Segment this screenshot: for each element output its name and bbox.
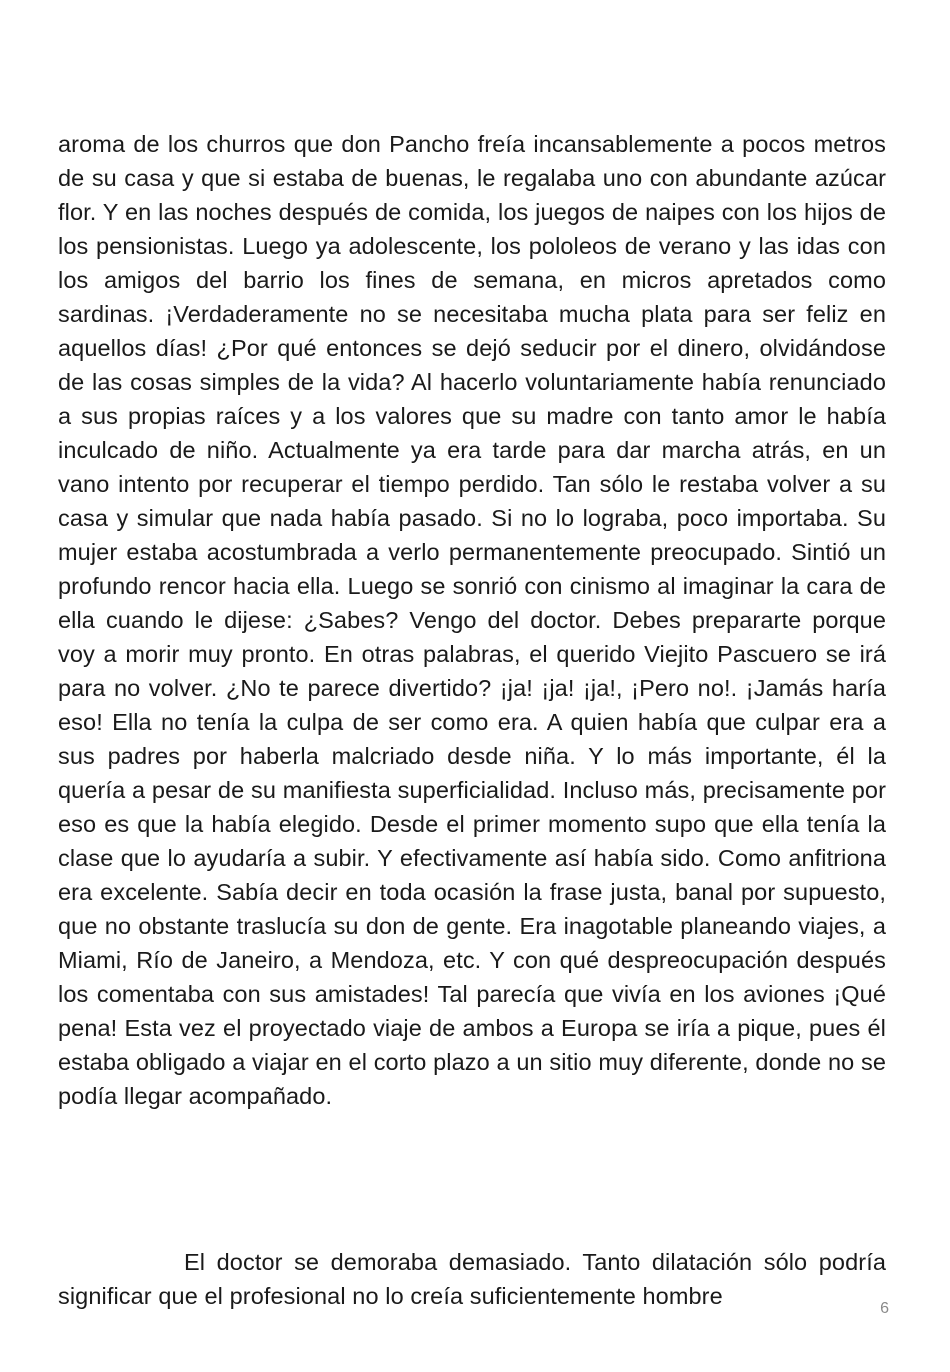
paragraph-2: El doctor se demoraba demasiado. Tanto dilatación sólo podría significar que el profesional no lo creía suficientemente hombre xyxy=(58,1249,886,1309)
page-number: 6 xyxy=(880,1300,889,1317)
paragraph-1: aroma de los churros que don Pancho freía incansablemente a pocos metros de su casa y que si estaba de buenas, le regalaba uno con abundante azúcar flor. Y en las noches después de comida, los juegos de naipes con los hijos de los pensionistas. Luego ya adolescente, los pololeos de verano y las idas con los amigos del barrio los fines de semana, en micros apretados como sardinas. ¡Verdaderamente no se necesitaba mucha plata para ser feliz en aquellos días! ¿Por qué entonces se dejó seducir por el dinero, olvidándose de las cosas simples de la vida? Al hacerlo voluntariamente había renunciado a sus propias raíces y a los valores que su madre con tanto amor le había inculcado de niño. Actualmente ya era tarde para dar marcha atrás, en un vano intento por recuperar el tiempo perdido. Tan sólo le restaba volver a su casa y simular que nada había pasado. Si no lo lograba, poco importaba. Su mujer estaba acostumbrada a verlo permanentemente preocupado. Sintió un profundo rencor hacia ella. Luego se sonrió con cinismo al imaginar la cara de ella cuando le dijese: ¿Sabes? Vengo del doctor. Debes prepararte porque voy a morir muy pronto. En otras palabras, el querido Viejito Pascuero se irá para no volver. ¿No te parece divertido? ¡ja! ¡ja! ¡ja!, ¡Pero no!. ¡Jamás haría eso! Ella no tenía la culpa de ser como era. A quien había que culpar era a sus padres por haberla malcriado desde niña. Y lo más importante, él la quería a pesar de su manifiesta superficialidad. Incluso más, precisamente por eso es que la había elegido. Desde el primer momento supo que ella tenía la clase que lo ayudaría a subir. Y efectivamente así había sido. Como anfitriona era excelente. Sabía decir en toda ocasión la frase justa, banal por supuesto, que no obstante traslucía su don de gente. Era inagotable planeando viajes, a Miami, Río de Janeiro, a Mendoza, etc. Y con qué despreocupación después los comentaba con sus amistades! Tal parecía que vivía en los aviones ¡Qué pena! Esta vez el proyectado viaje de ambos a Europa se iría a pique, pues él estaba obligado a viajar en el corto plazo a un sitio muy diferente, donde no se podía llegar acompañado. xyxy=(58,131,886,1109)
